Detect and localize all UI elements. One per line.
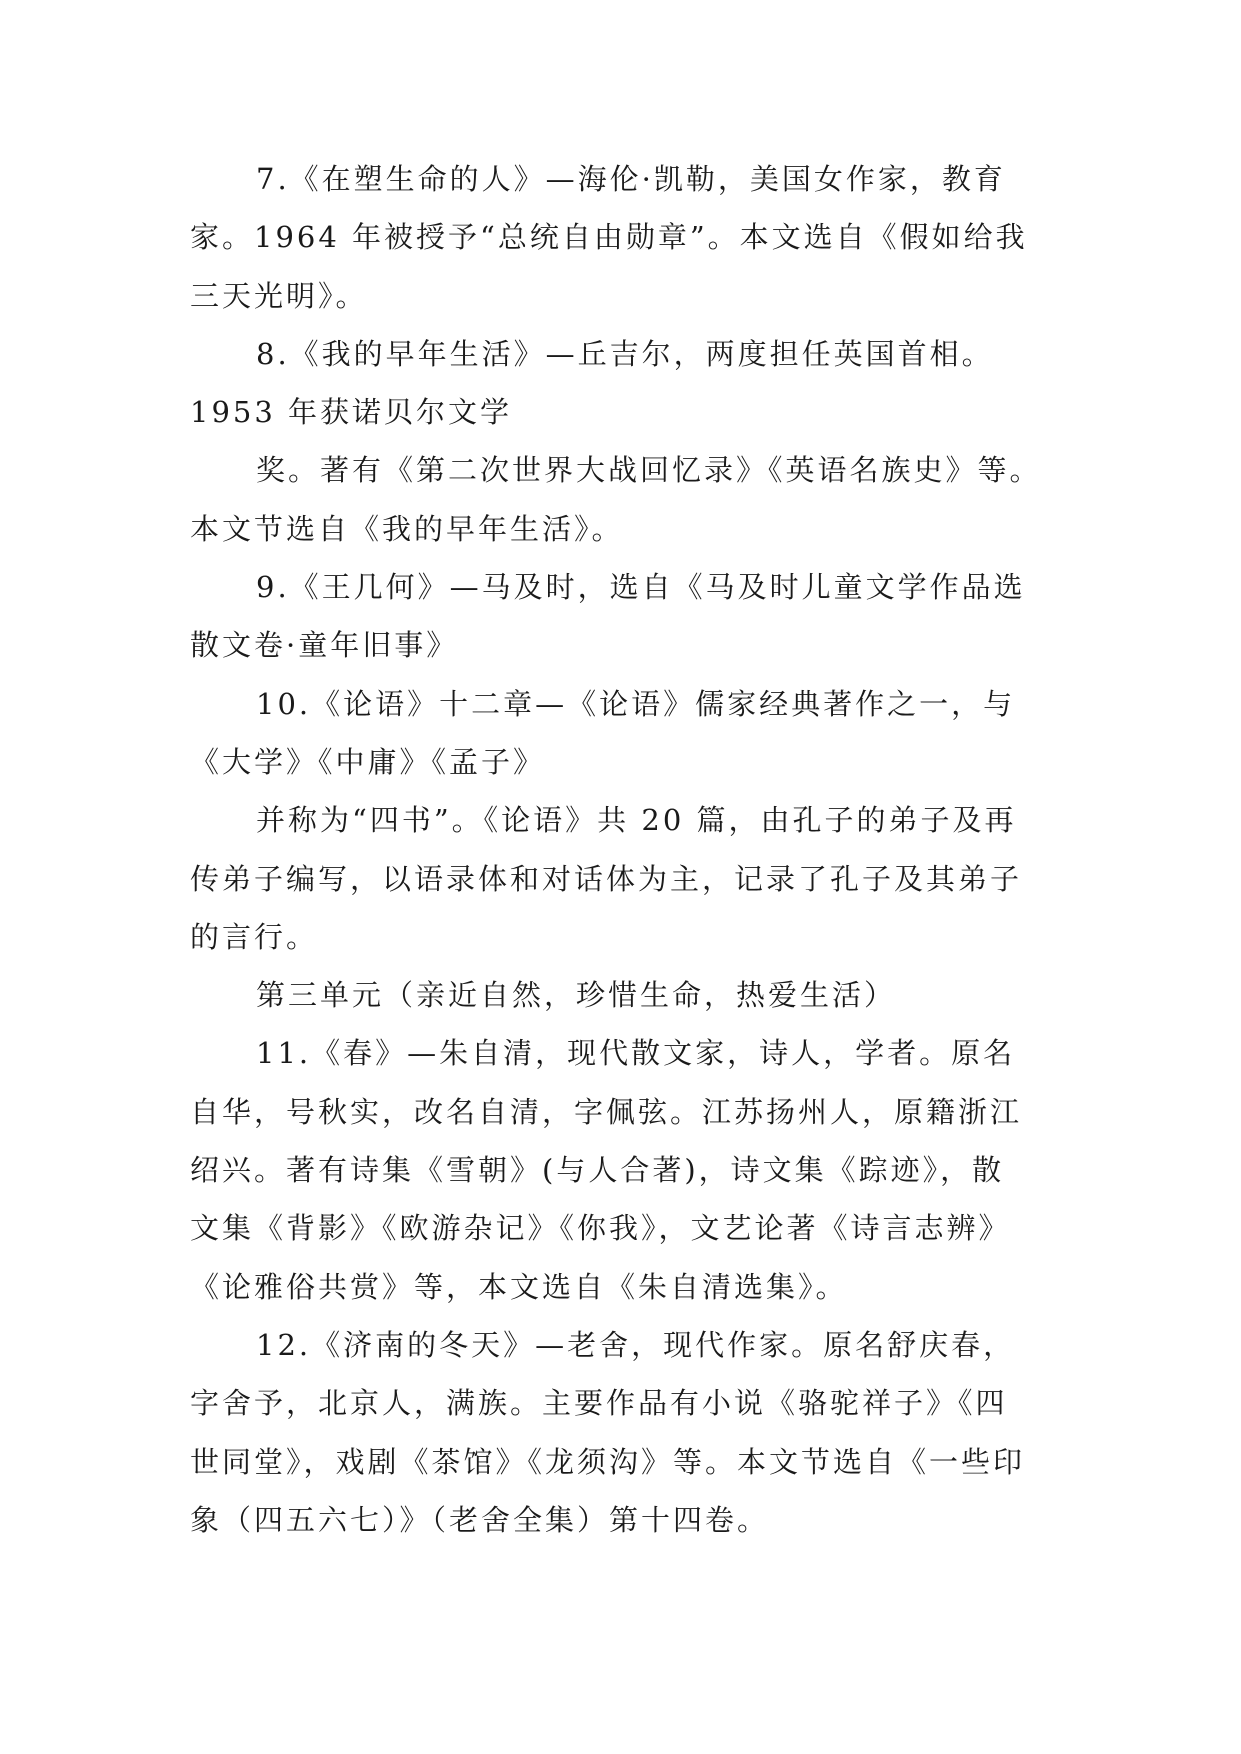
text-line: 《论雅俗共赏》等，本文选自《朱自清选集》。 — [190, 1269, 848, 1304]
text-line: 散文卷·童年旧事》 — [190, 628, 459, 663]
text-line: 象（四五六七）》（老舍全集）第十四卷。 — [190, 1502, 770, 1537]
text-line: 并称为“四书”。《论语》共 20 篇，由孔子的弟子及再 — [256, 803, 1017, 838]
text-line: 绍兴。著有诗集《雪朝》(与人合著)，诗文集《踪迹》，散 — [190, 1153, 1005, 1188]
text-line: 奖。著有《第二次世界大战回忆录》《英语名族史》等。 — [256, 453, 1042, 488]
text-line: 7.《在塑生命的人》—海伦·凯勒，美国女作家，教育 — [256, 162, 1006, 196]
text-line: 家。1964 年被授予“总统自由勋章”。本文选自《假如给我 — [190, 220, 1028, 255]
text-line: 12.《济南的冬天》—老舍，现代作家。原名舒庆春， — [256, 1327, 1016, 1362]
text-line: 三天光明》。 — [190, 278, 368, 313]
text-line: 本文节选自《我的早年生活》。 — [190, 511, 624, 546]
text-line: 文集《背影》《欧游杂记》《你我》，文艺论著《诗言志辨》 — [190, 1211, 1011, 1246]
text-line: 9.《王几何》—马及时，选自《马及时儿童文学作品选 — [256, 570, 1026, 605]
text-line: 10.《论语》十二章—《论语》儒家经典著作之一，与 — [256, 686, 1016, 721]
text-line: 自华，号秋实，改名自清，字佩弦。江苏扬州人，原籍浙江 — [190, 1094, 1023, 1129]
text-line: 1953 年获诺贝尔文学 — [190, 395, 513, 430]
text-line: 世同堂》，戏剧《茶馆》《龙须沟》等。本文节选自《一些印 — [190, 1444, 1026, 1479]
text-line: 11.《春》—朱自清，现代散文家，诗人，学者。原名 — [256, 1036, 1016, 1071]
document-body — [190, 150, 1050, 1549]
text-line: 8.《我的早年生活》—丘吉尔，两度担任英国首相。 — [256, 336, 994, 371]
text-line: 的言行。 — [190, 919, 319, 954]
text-line: 《大学》《中庸》《孟子》 — [190, 744, 546, 779]
text-line: 传弟子编写，以语录体和对话体为主，记录了孔子及其弟子 — [190, 861, 1023, 896]
text-line: 字舍予，北京人，满族。主要作品有小说《骆驼祥子》《四 — [190, 1386, 1008, 1421]
section-heading: 第三单元（亲近自然，珍惜生命，热爱生活） — [256, 978, 897, 1013]
